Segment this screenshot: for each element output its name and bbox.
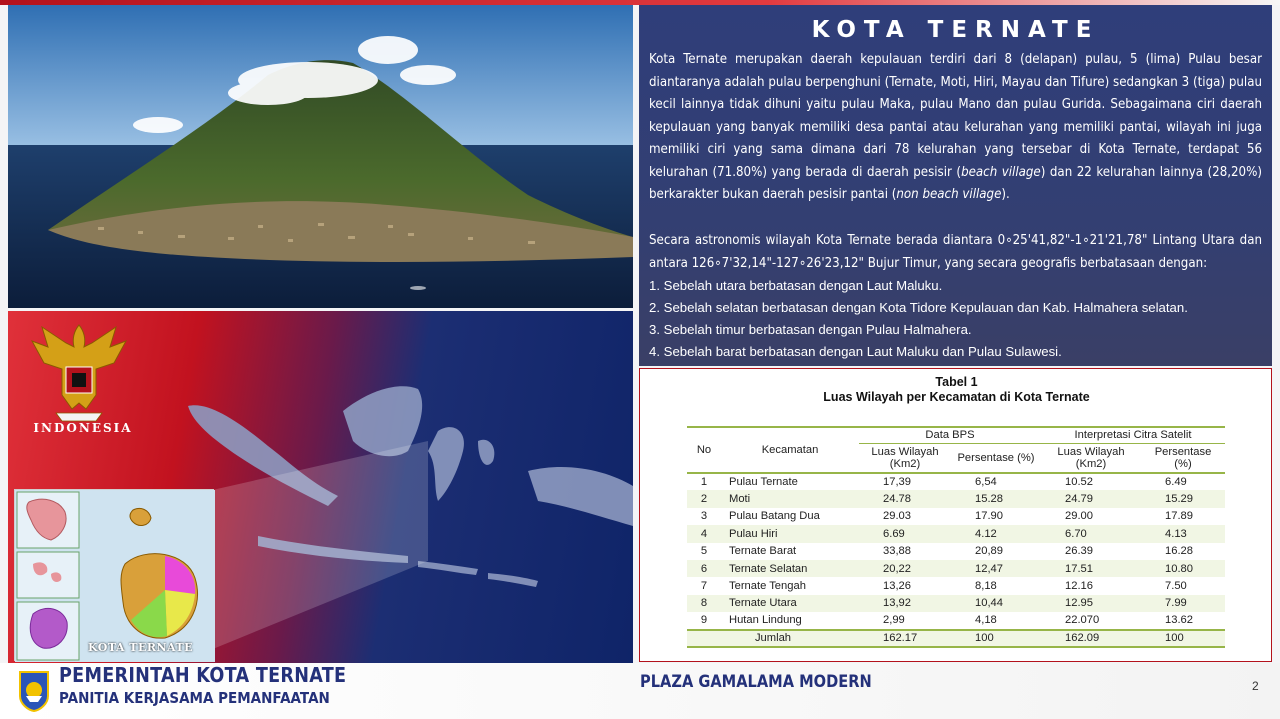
astronomy-paragraph: Secara astronomis wilayah Kota Ternate berada diantara 0∘25'41,82"-1∘21'21,78" Lintang Utara dan antara 126∘7'32,14"-127∘26'23,12" Bujur Timur, yang secara geografis berbatasaan dengan: [649, 233, 1262, 271]
row-kecamatan: Ternate Barat [721, 543, 859, 560]
row-kecamatan: Hutan Lindung [721, 612, 859, 629]
table-row [687, 508, 1225, 525]
row-kecamatan: Ternate Utara [721, 595, 859, 612]
description-text-2: ) dan 22 kelurahan lainnya (28,20%) berkarakter bukan daerah pesisir pantai ( [649, 164, 1262, 202]
row-kecamatan: Pulau Hiri [721, 525, 859, 542]
row-bps-persen: 20,89 [951, 543, 1041, 560]
row-no: 5 [687, 543, 721, 560]
row-bps-persen: 17.90 [951, 508, 1041, 525]
row-bps-luas: 20,22 [859, 560, 951, 577]
row-sat-persen: 7.99 [1141, 595, 1225, 612]
area-table-wrapper [687, 426, 1225, 648]
col-bps-persen: Persentase (%) [951, 443, 1041, 473]
group-citra-satelit: Interpretasi Citra Satelit [1041, 427, 1225, 443]
row-no: 7 [687, 577, 721, 594]
row-bps-luas: 24.78 [859, 490, 951, 507]
row-no: 6 [687, 560, 721, 577]
volcano-photo [8, 5, 633, 308]
row-no: 1 [687, 473, 721, 490]
non-beach-village-term: non beach village [896, 187, 1002, 202]
total-sat-persen: 100 [1141, 630, 1225, 647]
border-west: 4. Sebelah barat berbatasan dengan Laut Maluku dan Pulau Sulawesi. [649, 344, 1062, 359]
table-title: Luas Wilayah per Kecamatan di Kota Ternate [823, 390, 1090, 404]
row-bps-luas: 33,88 [859, 543, 951, 560]
kota-ternate-map-label: KOTA TERNATE [88, 641, 194, 654]
col-sat-luas: Luas Wilayah (Km2) [1041, 443, 1141, 473]
table-row [687, 577, 1225, 594]
col-bps-luas: Luas Wilayah (Km2) [859, 443, 951, 473]
row-sat-persen: 13.62 [1141, 612, 1225, 629]
footer-subtitle: PANITIA KERJASAMA PEMANFAATAN [59, 689, 330, 707]
description-paragraph [649, 49, 1262, 207]
row-bps-persen: 12,47 [951, 560, 1041, 577]
row-kecamatan: Ternate Tengah [721, 577, 859, 594]
row-kecamatan: Pulau Batang Dua [721, 508, 859, 525]
volcano-illustration [8, 5, 633, 308]
table-total-row [687, 630, 1225, 647]
row-kecamatan: Ternate Selatan [721, 560, 859, 577]
table-caption: Tabel 1 [935, 375, 978, 389]
table-row [687, 612, 1225, 629]
row-sat-luas: 10.52 [1041, 473, 1141, 490]
table-row [687, 490, 1225, 507]
area-table [687, 426, 1225, 648]
row-bps-persen: 15.28 [951, 490, 1041, 507]
row-bps-luas: 29.03 [859, 508, 951, 525]
indonesia-label: INDONESIA [33, 421, 133, 435]
group-data-bps: Data BPS [859, 427, 1041, 443]
row-no: 4 [687, 525, 721, 542]
info-panel [639, 5, 1272, 366]
garuda-emblem [26, 317, 132, 425]
total-bps-persen: 100 [951, 630, 1041, 647]
row-no: 3 [687, 508, 721, 525]
row-bps-luas: 17,39 [859, 473, 951, 490]
description-text-1: Kota Ternate merupakan daerah kepulauan terdiri dari 8 (delapan) pulau, 5 (lima) Pulau besar diantaranya adalah pulau berpenghuni (Ternate, Moti, Hiri, Mayau dan Tifure) sedangkan 3 (tiga) pulau kecil lainnya tidak dihuni yaitu pulau Maka, pulau Mano dan pulau Gurida. Sebagaimana ciri daerah kepulauan yang banyak memiliki desa pantai atau kelurahan yang memiliki pantai, wilayah ini juga memiliki ciri yang sama dimana dari 78 kelurahan yang tersebar di Kota Ternate, terdapat 56 kelurahan (71.80%) yang berada di daerah pesisir ( [649, 52, 1262, 180]
col-kecamatan: Kecamatan [721, 427, 859, 473]
border-north: 1. Sebelah utara berbatasan dengan Laut Maluku. [649, 278, 943, 293]
row-bps-luas: 2,99 [859, 612, 951, 629]
indonesia-map-panel [8, 311, 633, 663]
row-no: 8 [687, 595, 721, 612]
row-sat-persen: 4.13 [1141, 525, 1225, 542]
info-title: KOTA TERNATE [811, 17, 1100, 43]
row-sat-luas: 22.070 [1041, 612, 1141, 629]
row-bps-luas: 13,26 [859, 577, 951, 594]
page-number: 2 [1252, 679, 1259, 693]
table-row [687, 525, 1225, 542]
border-east: 3. Sebelah timur berbatasan dengan Pulau Halmahera. [649, 322, 972, 337]
row-bps-luas: 6.69 [859, 525, 951, 542]
project-name: PLAZA GAMALAMA MODERN [640, 672, 872, 692]
row-sat-persen: 15.29 [1141, 490, 1225, 507]
row-sat-luas: 17.51 [1041, 560, 1141, 577]
total-bps-luas: 162.17 [859, 630, 951, 647]
col-sat-persen: Persentase (%) [1141, 443, 1225, 473]
row-sat-persen: 16.28 [1141, 543, 1225, 560]
row-sat-luas: 26.39 [1041, 543, 1141, 560]
row-sat-persen: 7.50 [1141, 577, 1225, 594]
row-bps-persen: 4.12 [951, 525, 1041, 542]
beach-village-term: beach village [961, 164, 1041, 180]
row-sat-luas: 12.16 [1041, 577, 1141, 594]
col-no: No [687, 427, 721, 473]
row-sat-luas: 29.00 [1041, 508, 1141, 525]
footer-title: PEMERINTAH KOTA TERNATE [59, 663, 347, 687]
ternate-inset-map [14, 489, 214, 661]
table-heading [640, 375, 1273, 405]
description-text-3: ). [1001, 187, 1010, 202]
row-sat-persen: 10.80 [1141, 560, 1225, 577]
row-bps-persen: 8,18 [951, 577, 1041, 594]
row-no: 9 [687, 612, 721, 629]
ternate-city-emblem [16, 670, 52, 712]
row-bps-luas: 13,92 [859, 595, 951, 612]
table-row [687, 595, 1225, 612]
row-no: 2 [687, 490, 721, 507]
row-kecamatan: Moti [721, 490, 859, 507]
table-header-row [687, 427, 1225, 443]
total-sat-luas: 162.09 [1041, 630, 1141, 647]
row-sat-persen: 6.49 [1141, 473, 1225, 490]
table-row [687, 473, 1225, 490]
row-bps-persen: 6,54 [951, 473, 1041, 490]
row-bps-persen: 10,44 [951, 595, 1041, 612]
ternate-islands-map [15, 490, 215, 662]
row-kecamatan: Pulau Ternate [721, 473, 859, 490]
total-label: Jumlah [687, 630, 859, 647]
row-sat-luas: 6.70 [1041, 525, 1141, 542]
table-row [687, 560, 1225, 577]
row-sat-persen: 17.89 [1141, 508, 1225, 525]
area-table-panel [639, 368, 1272, 662]
border-south: 2. Sebelah selatan berbatasan dengan Kota Tidore Kepulauan dan Kab. Halmahera selatan. [649, 300, 1188, 315]
row-bps-persen: 4,18 [951, 612, 1041, 629]
table-row [687, 543, 1225, 560]
row-sat-luas: 12.95 [1041, 595, 1141, 612]
row-sat-luas: 24.79 [1041, 490, 1141, 507]
